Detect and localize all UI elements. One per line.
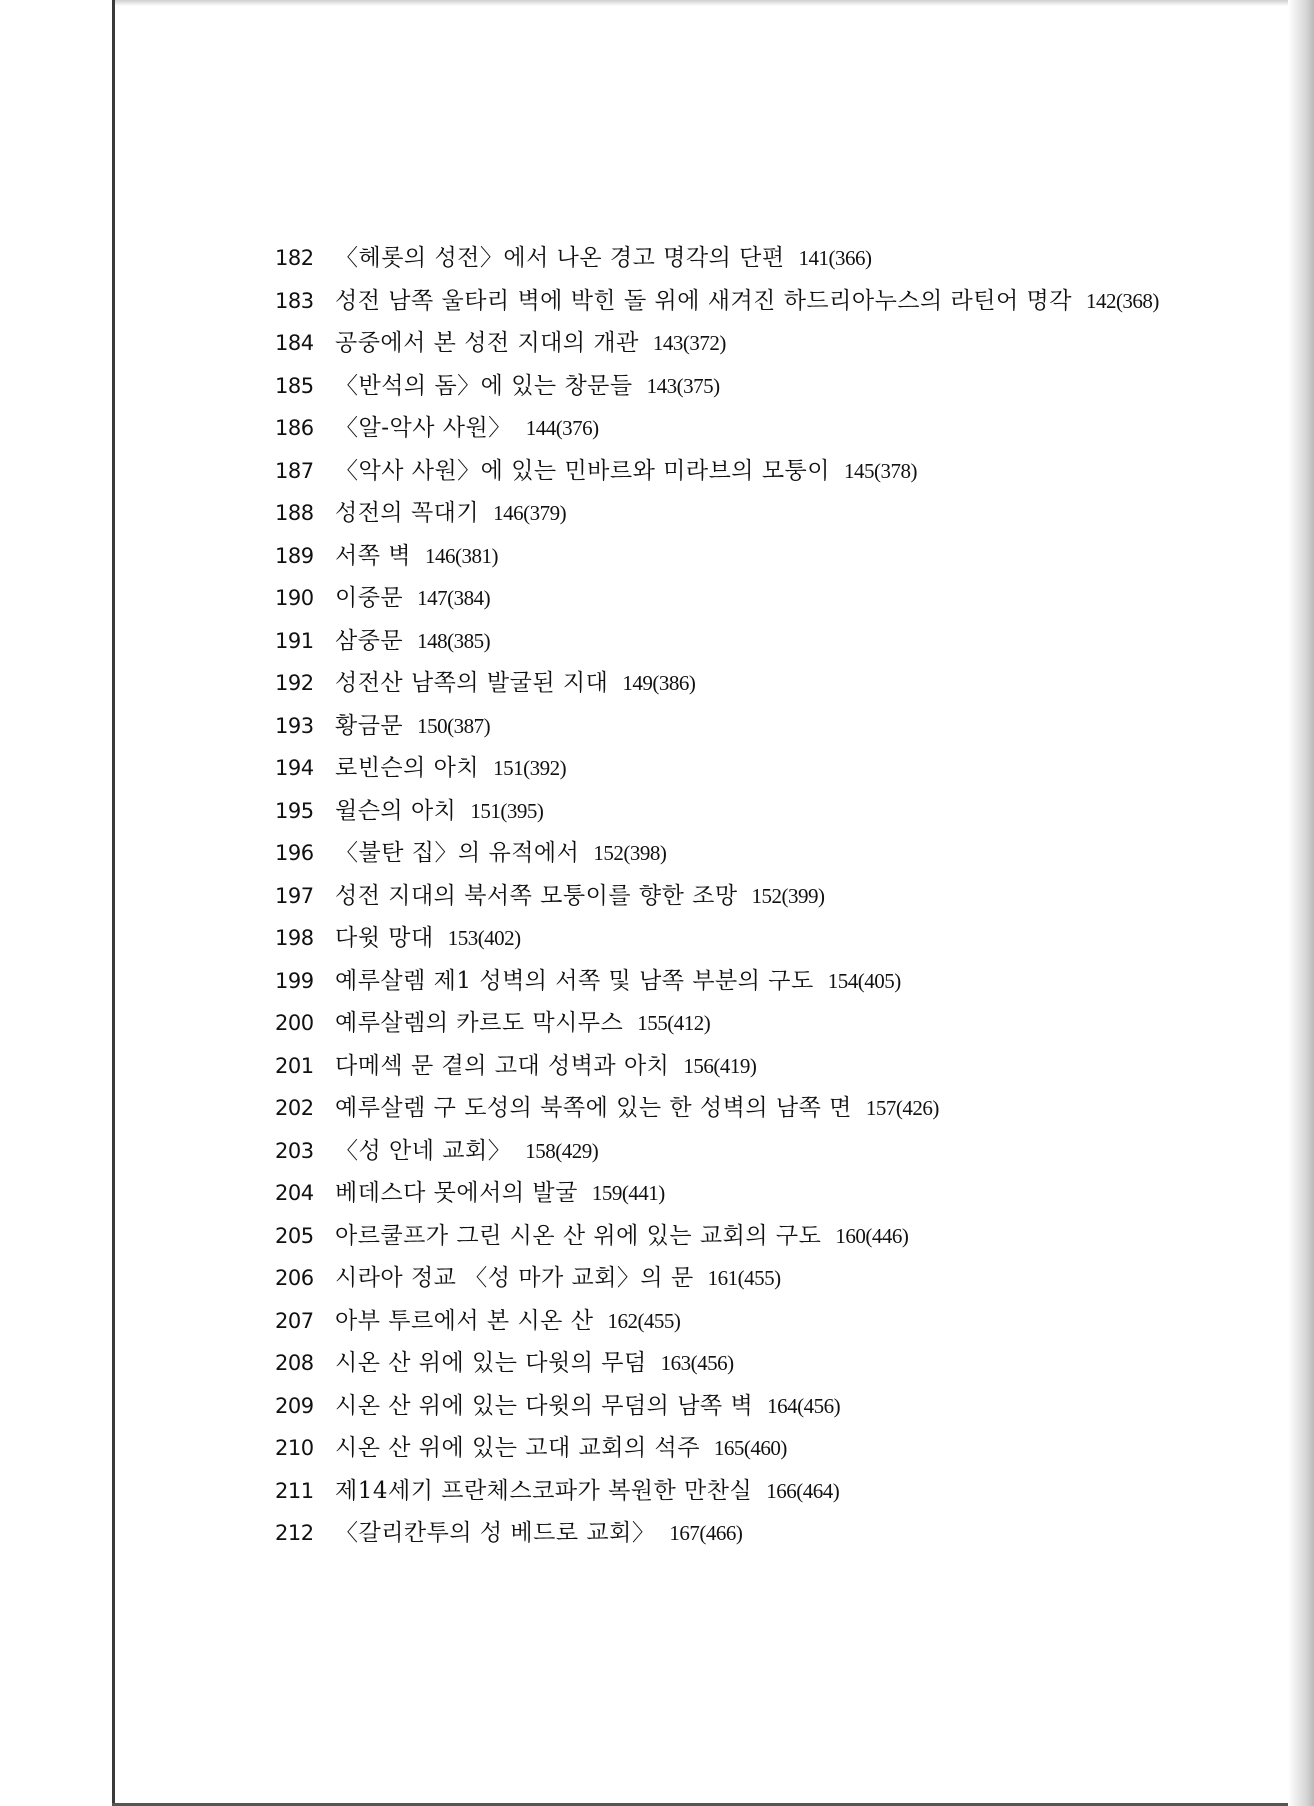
list-item [275,705,1159,748]
entry-page: 160(446) [835,1223,909,1248]
entry-number: 188 [275,501,314,525]
list-item [275,1130,1159,1173]
entry-number: 189 [275,543,314,568]
entry-title: 윌슨의 아치 [335,797,457,824]
entry-number: 185 [275,373,314,398]
list-item [275,1172,1159,1215]
list-item [275,662,1159,705]
entry-title: 서쪽 벽 [335,542,411,569]
entry-title: 시라아 정교 〈성 마가 교회〉의 문 [335,1265,694,1291]
list-item [275,492,1159,535]
entry-page: 164(456) [767,1393,841,1418]
entry-number: 204 [275,1181,314,1205]
entry-number: 193 [275,713,314,738]
entry-number: 198 [275,926,314,950]
list-item [275,280,1159,323]
page-top-shadow [115,0,1314,6]
entry-number: 202 [275,1096,314,1120]
entry-page: 157(426) [865,1096,939,1120]
entry-title: 아부 투르에서 본 시온 산 [335,1307,594,1334]
entry-page: 146(379) [493,501,567,525]
entry-number: 196 [275,841,314,865]
entry-page: 153(402) [447,926,521,950]
entry-page: 147(384) [417,586,491,610]
list-item [275,1342,1159,1385]
list-item [275,790,1159,833]
entry-page: 163(456) [660,1351,734,1375]
entry-page: 166(464) [766,1478,840,1503]
list-item [275,322,1159,365]
entry-number: 200 [275,1011,314,1035]
entry-title: 다메섹 문 곁의 고대 성벽과 아치 [335,1052,670,1079]
entry-number: 186 [275,416,314,440]
entry-page: 144(376) [525,416,599,440]
entry-number: 192 [275,671,314,695]
entry-title: 〈반석의 돔〉에 있는 창문들 [335,372,633,399]
entry-number: 197 [275,883,314,908]
list-item [275,832,1159,875]
list-item [275,917,1159,960]
entry-number: 203 [275,1138,314,1163]
entry-number: 211 [275,1478,314,1503]
entry-number: 212 [275,1521,314,1545]
entry-number: 207 [275,1308,314,1333]
entry-page: 146(381) [424,543,498,568]
entry-page: 152(399) [751,883,825,908]
entry-title: 아르쿨프가 그린 시온 산 위에 있는 교회의 구도 [335,1222,822,1249]
entry-page: 148(385) [417,628,491,653]
entry-page: 145(378) [843,458,917,483]
entry-title: 성전 남쪽 울타리 벽에 박힌 돌 위에 새겨진 하드리아누스의 라틴어 명각 [335,287,1072,314]
entry-page: 162(455) [607,1308,681,1333]
entry-number: 182 [275,246,314,270]
entry-page: 152(398) [593,841,667,865]
entry-title: 시온 산 위에 있는 고대 교회의 석주 [335,1435,700,1461]
entry-title: 삼중문 [335,627,404,654]
entry-page: 141(366) [798,246,872,270]
entry-title: 황금문 [335,712,404,739]
list-item [275,960,1159,1003]
entry-title: 예루살렘의 카르도 막시무스 [335,1010,624,1036]
entry-number: 190 [275,586,314,610]
entry-title: 예루살렘 구 도성의 북쪽에 있는 한 성벽의 남쪽 면 [335,1095,852,1121]
list-item [275,407,1159,450]
entry-page: 142(368) [1085,288,1159,313]
entry-page: 151(392) [493,756,567,780]
list-item [275,1427,1159,1470]
entry-title: 시온 산 위에 있는 다윗의 무덤 [335,1350,647,1376]
entry-title: 〈갈리칸투의 성 베드로 교회〉 [335,1520,656,1546]
list-item [275,620,1159,663]
list-item [275,450,1159,493]
entry-title: 베데스다 못에서의 발굴 [335,1180,578,1206]
list-item [275,747,1159,790]
entry-number: 194 [275,756,314,780]
entry-title: 〈악사 사원〉에 있는 민바르와 미라브의 모퉁이 [335,457,830,484]
entry-title: 〈성 안네 교회〉 [335,1137,512,1164]
entry-page: 161(455) [707,1266,781,1290]
entry-page: 143(372) [652,331,726,355]
page-left-border [112,0,115,1806]
entry-title: 이중문 [335,585,404,611]
entry-page: 150(387) [417,713,491,738]
entry-title: 시온 산 위에 있는 다윗의 무덤의 남쪽 벽 [335,1392,754,1419]
entry-number: 210 [275,1436,314,1460]
entry-title: 〈헤롯의 성전〉에서 나온 경고 명각의 단편 [335,245,785,271]
list-item [275,365,1159,408]
list-item [275,1045,1159,1088]
list-item [275,535,1159,578]
entry-page: 165(460) [713,1436,787,1460]
entry-title: 〈불탄 집〉의 유적에서 [335,840,580,866]
entry-title: 다윗 망대 [335,925,434,951]
entry-title: 성전의 꼭대기 [335,500,480,526]
entry-title: 〈알-악사 사원〉 [335,415,512,441]
entry-number: 183 [275,288,314,313]
entry-number: 187 [275,458,314,483]
list-item [275,237,1159,280]
list-item [275,875,1159,918]
entry-page: 158(429) [525,1138,599,1163]
entry-page: 151(395) [470,798,544,823]
entry-title: 공중에서 본 성전 지대의 개관 [335,330,639,356]
entry-page: 155(412) [637,1011,711,1035]
list-item [275,1470,1159,1513]
entry-number: 191 [275,628,314,653]
entry-title: 로빈슨의 아치 [335,755,480,781]
entry-number: 206 [275,1266,314,1290]
page-right-shadow [1288,0,1314,1806]
entry-page: 156(419) [683,1053,757,1078]
list-item [275,1215,1159,1258]
entry-number: 201 [275,1053,314,1078]
list-item [275,1002,1159,1045]
list-item [275,1257,1159,1300]
entry-number: 205 [275,1223,314,1248]
entry-title: 성전 지대의 북서쪽 모퉁이를 향한 조망 [335,882,738,909]
entry-page: 154(405) [827,968,901,993]
entry-number: 199 [275,968,314,993]
entry-page: 143(375) [646,373,720,398]
entry-title: 제14세기 프란체스코파가 복원한 만찬실 [335,1477,753,1504]
entry-page: 159(441) [591,1181,665,1205]
list-item [275,1385,1159,1428]
entry-number: 195 [275,798,314,823]
figure-list [275,237,1159,1555]
entry-number: 184 [275,331,314,355]
entry-page: 167(466) [669,1521,743,1545]
entry-title: 성전산 남쪽의 발굴된 지대 [335,670,609,696]
entry-title: 예루살렘 제1 성벽의 서쪽 및 남쪽 부분의 구도 [335,967,814,994]
entry-number: 209 [275,1393,314,1418]
list-item [275,1300,1159,1343]
list-item [275,577,1159,620]
list-item [275,1087,1159,1130]
list-item [275,1512,1159,1555]
entry-number: 208 [275,1351,314,1375]
entry-page: 149(386) [622,671,696,695]
